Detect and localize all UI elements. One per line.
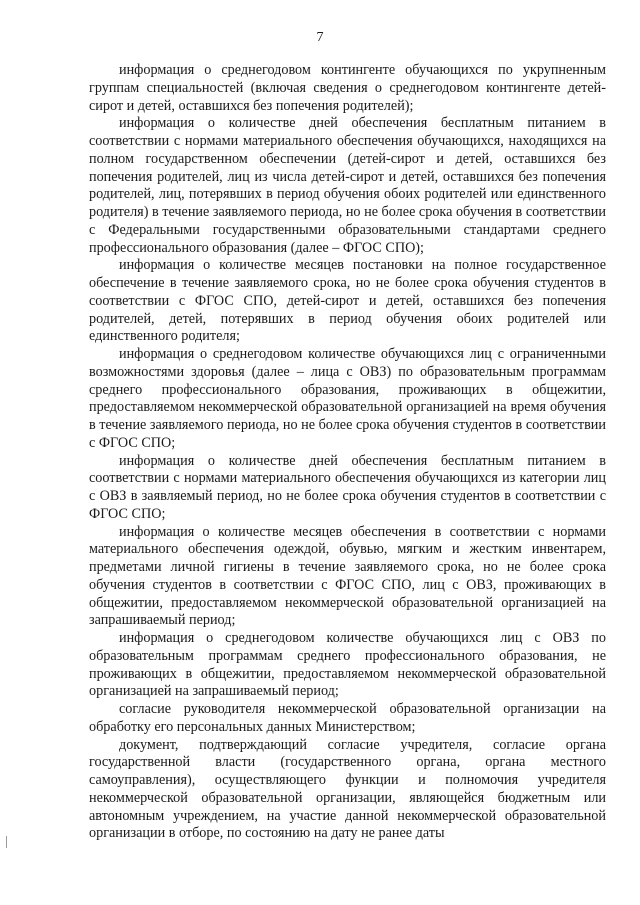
paragraph-contingent-info: информация о среднегодовом контингенте обучающихся по укрупненным группам специальностей (включая сведения о среднегодовом контингенте детей-сирот и детей, оставшихся без попечения родителей); — [89, 62, 606, 114]
paragraph-director-consent: согласие руководителя некоммерческой образовательной организации на обработку его персональных данных Министерством; — [89, 701, 606, 735]
paragraph-free-meals-days: информация о количестве дней обеспечения бесплатным питанием в соответствии с нормами материального обеспечения обучающихся, находящихся на полном государственном обеспечении (детей-сирот и детей, оставшихся без попечения родителей, лиц из числа детей-сирот и детей, оставшихся без попечения родителей, лиц, потерявших в период обучения обоих родителей или единственного родителя) в течение заявляемого периода, но не более срока обучения в соответствии с Федеральными государственными образовательными стандартами среднего профессионального образования (далее – ФГОС СПО); — [89, 115, 606, 256]
document-body — [89, 62, 606, 843]
paragraph-state-support-months: информация о количестве месяцев постановки на полное государственное обеспечение в течение заявляемого срока, но не более срока обучения студентов в соответствии с ФГОС СПО, детей-сирот и детей, оставшихся без попечения родителей, детей, потерявших в период обучения обоих родителей или единственного родителя; — [89, 257, 606, 345]
paragraph-ovz-supplies-months: информация о количестве месяцев обеспечения в соответствии с нормами материального обеспечения одеждой, обувью, мягким и жестким инвентарем, предметами личной гигиены в течение заявляемого срока, но не более срока обучения студентов в соответствии с ФГОС СПО, лиц с ОВЗ, проживающих в общежитии, предоставляемом некоммерческой образовательной организацией на запрашиваемый период; — [89, 523, 606, 629]
paragraph-ovz-meals-days: информация о количестве дней обеспечения бесплатным питанием в соответствии с нормами материального обеспечения обучающихся из категории лиц с ОВЗ в заявляемый период, но не более срока обучения студентов в соответствии с ФГОС СПО; — [89, 452, 606, 522]
page-number: 7 — [316, 30, 324, 45]
paragraph-ovz-non-dormitory-count: информация о среднегодовом количестве обучающихся лиц с ОВЗ по образовательным программам среднего профессионального образования, не проживающих в общежитии, предоставляемом некоммерческой образовательной организацией на запрашиваемый период; — [89, 630, 606, 700]
margin-scan-mark — [6, 836, 7, 848]
paragraph-ovz-dormitory-count: информация о среднегодовом количестве обучающихся лиц с ограниченными возможностями здоровья (далее – лица с ОВЗ) по образовательным программам среднего профессионального образования, проживающих в общежитии, предоставляемом некоммерческой образовательной организацией на время обучения в течение заявляемого периода, но не более срока обучения студентов в соответствии с ФГОС СПО; — [89, 346, 606, 451]
paragraph-founder-consent-document: документ, подтверждающий согласие учредителя, согласие органа государственной власти (государственного органа, органа местного самоуправления), осуществляющего функции и полномочия учредителя некоммерческой образовательной организации, являющейся бюджетным или автономным учреждением, на участие данной некоммерческой образовательной организации в отборе, по состоянию на дату не ранее даты — [89, 736, 606, 842]
